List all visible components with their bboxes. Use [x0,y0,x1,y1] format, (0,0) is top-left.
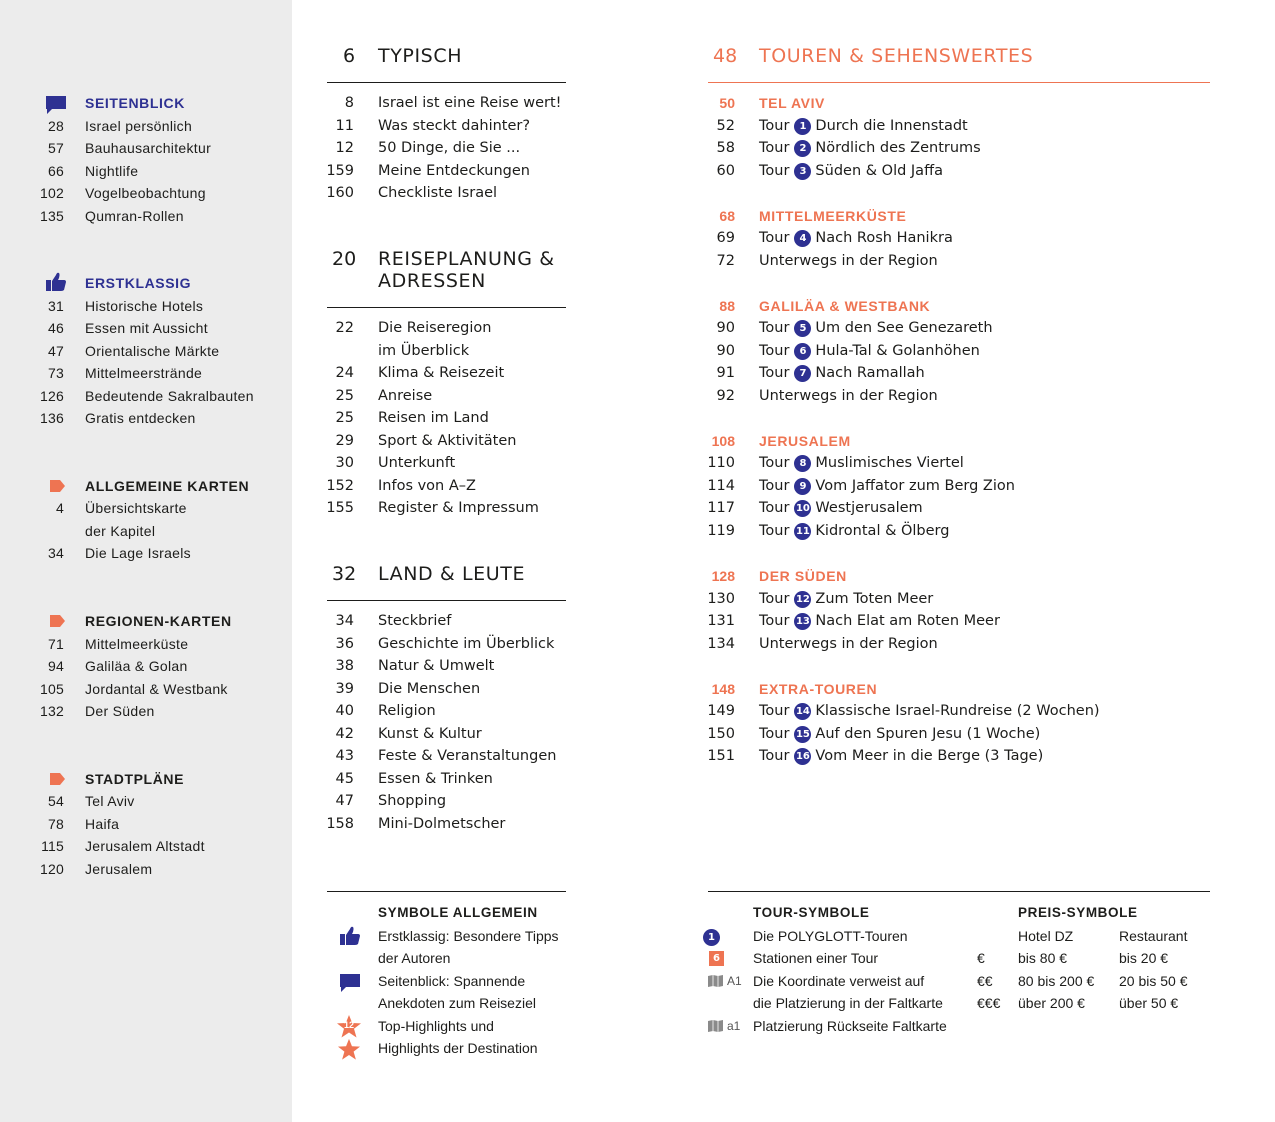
tour-number-badge: 16 [794,748,811,765]
legend-general-title: SYMBOLE ALLGEMEIN [378,905,538,920]
tour-number-badge: 11 [794,523,811,540]
tour-number-badge: 10 [794,500,811,517]
sidebar-heading-seitenblick: SEITENBLICK [85,95,185,111]
legend-text: Top-Highlights und [378,1018,494,1034]
price-hotel: bis 80 € [1018,950,1068,966]
tour-number-badge: 8 [794,455,811,472]
price-restaurant: bis 20 € [1119,950,1169,966]
price-hotel: 80 bis 200 € [1018,973,1095,989]
section-title: TYPISCH [378,45,463,67]
legend-text: Die Koordinate verweist auf [753,973,925,989]
tour-number-badge: 2 [794,140,811,157]
tour-number-badge: 6 [794,343,811,360]
section-title: ADRESSEN [378,270,486,292]
legend-text: Stationen einer Tour [753,950,879,966]
tour-station-badge: 6 [709,951,724,966]
tour-number-badge: 3 [794,163,811,180]
section-title: REISEPLANUNG & [378,248,555,270]
thumbs-up-icon [339,926,361,946]
sidebar-heading-erstklassig: ERSTKLASSIG [85,275,192,291]
price-symbol: € [977,950,985,966]
map-coordinate-label: A1 [727,974,742,988]
legend-text: der Autoren [378,950,451,966]
section-page-number: 20 [332,248,357,270]
legend-text: Seitenblick: Spannende [378,973,526,989]
section-page-number: 32 [332,563,357,585]
section-title: LAND & LEUTE [378,563,526,585]
legend-text: Erstklassig: Besondere Tipps [378,928,559,944]
sidebar-heading-stadtplaene: STADTPLÄNE [85,771,185,787]
tour-number-badge: 7 [794,365,811,382]
divider [708,82,1210,83]
legend-text: Anekdoten zum Reiseziel [378,995,536,1011]
price-col-restaurant: Restaurant [1119,928,1188,944]
legend-tour-title: TOUR-SYMBOLE [753,905,870,920]
map-coordinate-label: a1 [727,1019,741,1033]
divider [327,82,566,83]
price-symbol: €€€ [977,995,1001,1011]
legend-text: Platzierung Rückseite Faltkarte [753,1018,947,1034]
section-title: TOUREN & SEHENSWERTES [759,45,1034,67]
sidebar-heading-allgemeine-karten: ALLGEMEINE KARTEN [85,478,250,494]
legend-text: Die POLYGLOTT-Touren [753,928,908,944]
tour-number-badge: 15 [794,726,811,743]
tour-number-badge: 1 [703,929,720,946]
speech-bubble-icon [339,973,361,993]
tour-number-badge: 4 [794,230,811,247]
thumbs-up-icon [45,272,67,292]
tour-number-badge: 5 [794,320,811,337]
tour-number-badge: 13 [794,613,811,630]
price-col-hotel: Hotel DZ [1018,928,1074,944]
tour-number-badge: 12 [794,591,811,608]
divider [327,891,566,892]
divider [708,891,1210,892]
price-symbol: €€ [977,973,993,989]
legend-text: die Platzierung in der Faltkarte [753,995,943,1011]
folded-map-icon [708,975,723,987]
legend-price-title: PREIS-SYMBOLE [1018,905,1138,920]
top-highlight-number: 12 [343,1020,354,1030]
tour-number-badge: 9 [794,478,811,495]
price-restaurant: über 50 € [1119,995,1179,1011]
section-page-number: 6 [343,45,356,67]
tour-number-badge: 1 [794,118,811,135]
section-page-number: 48 [713,45,738,67]
sidebar-heading-regionen-karten: REGIONEN-KARTEN [85,613,232,629]
price-restaurant: 20 bis 50 € [1119,973,1188,989]
folded-map-icon [708,1020,723,1032]
highlight-star-icon [337,1038,361,1061]
tour-number-badge: 14 [794,703,811,720]
price-hotel: über 200 € [1018,995,1085,1011]
legend-text: Highlights der Destination [378,1040,538,1056]
